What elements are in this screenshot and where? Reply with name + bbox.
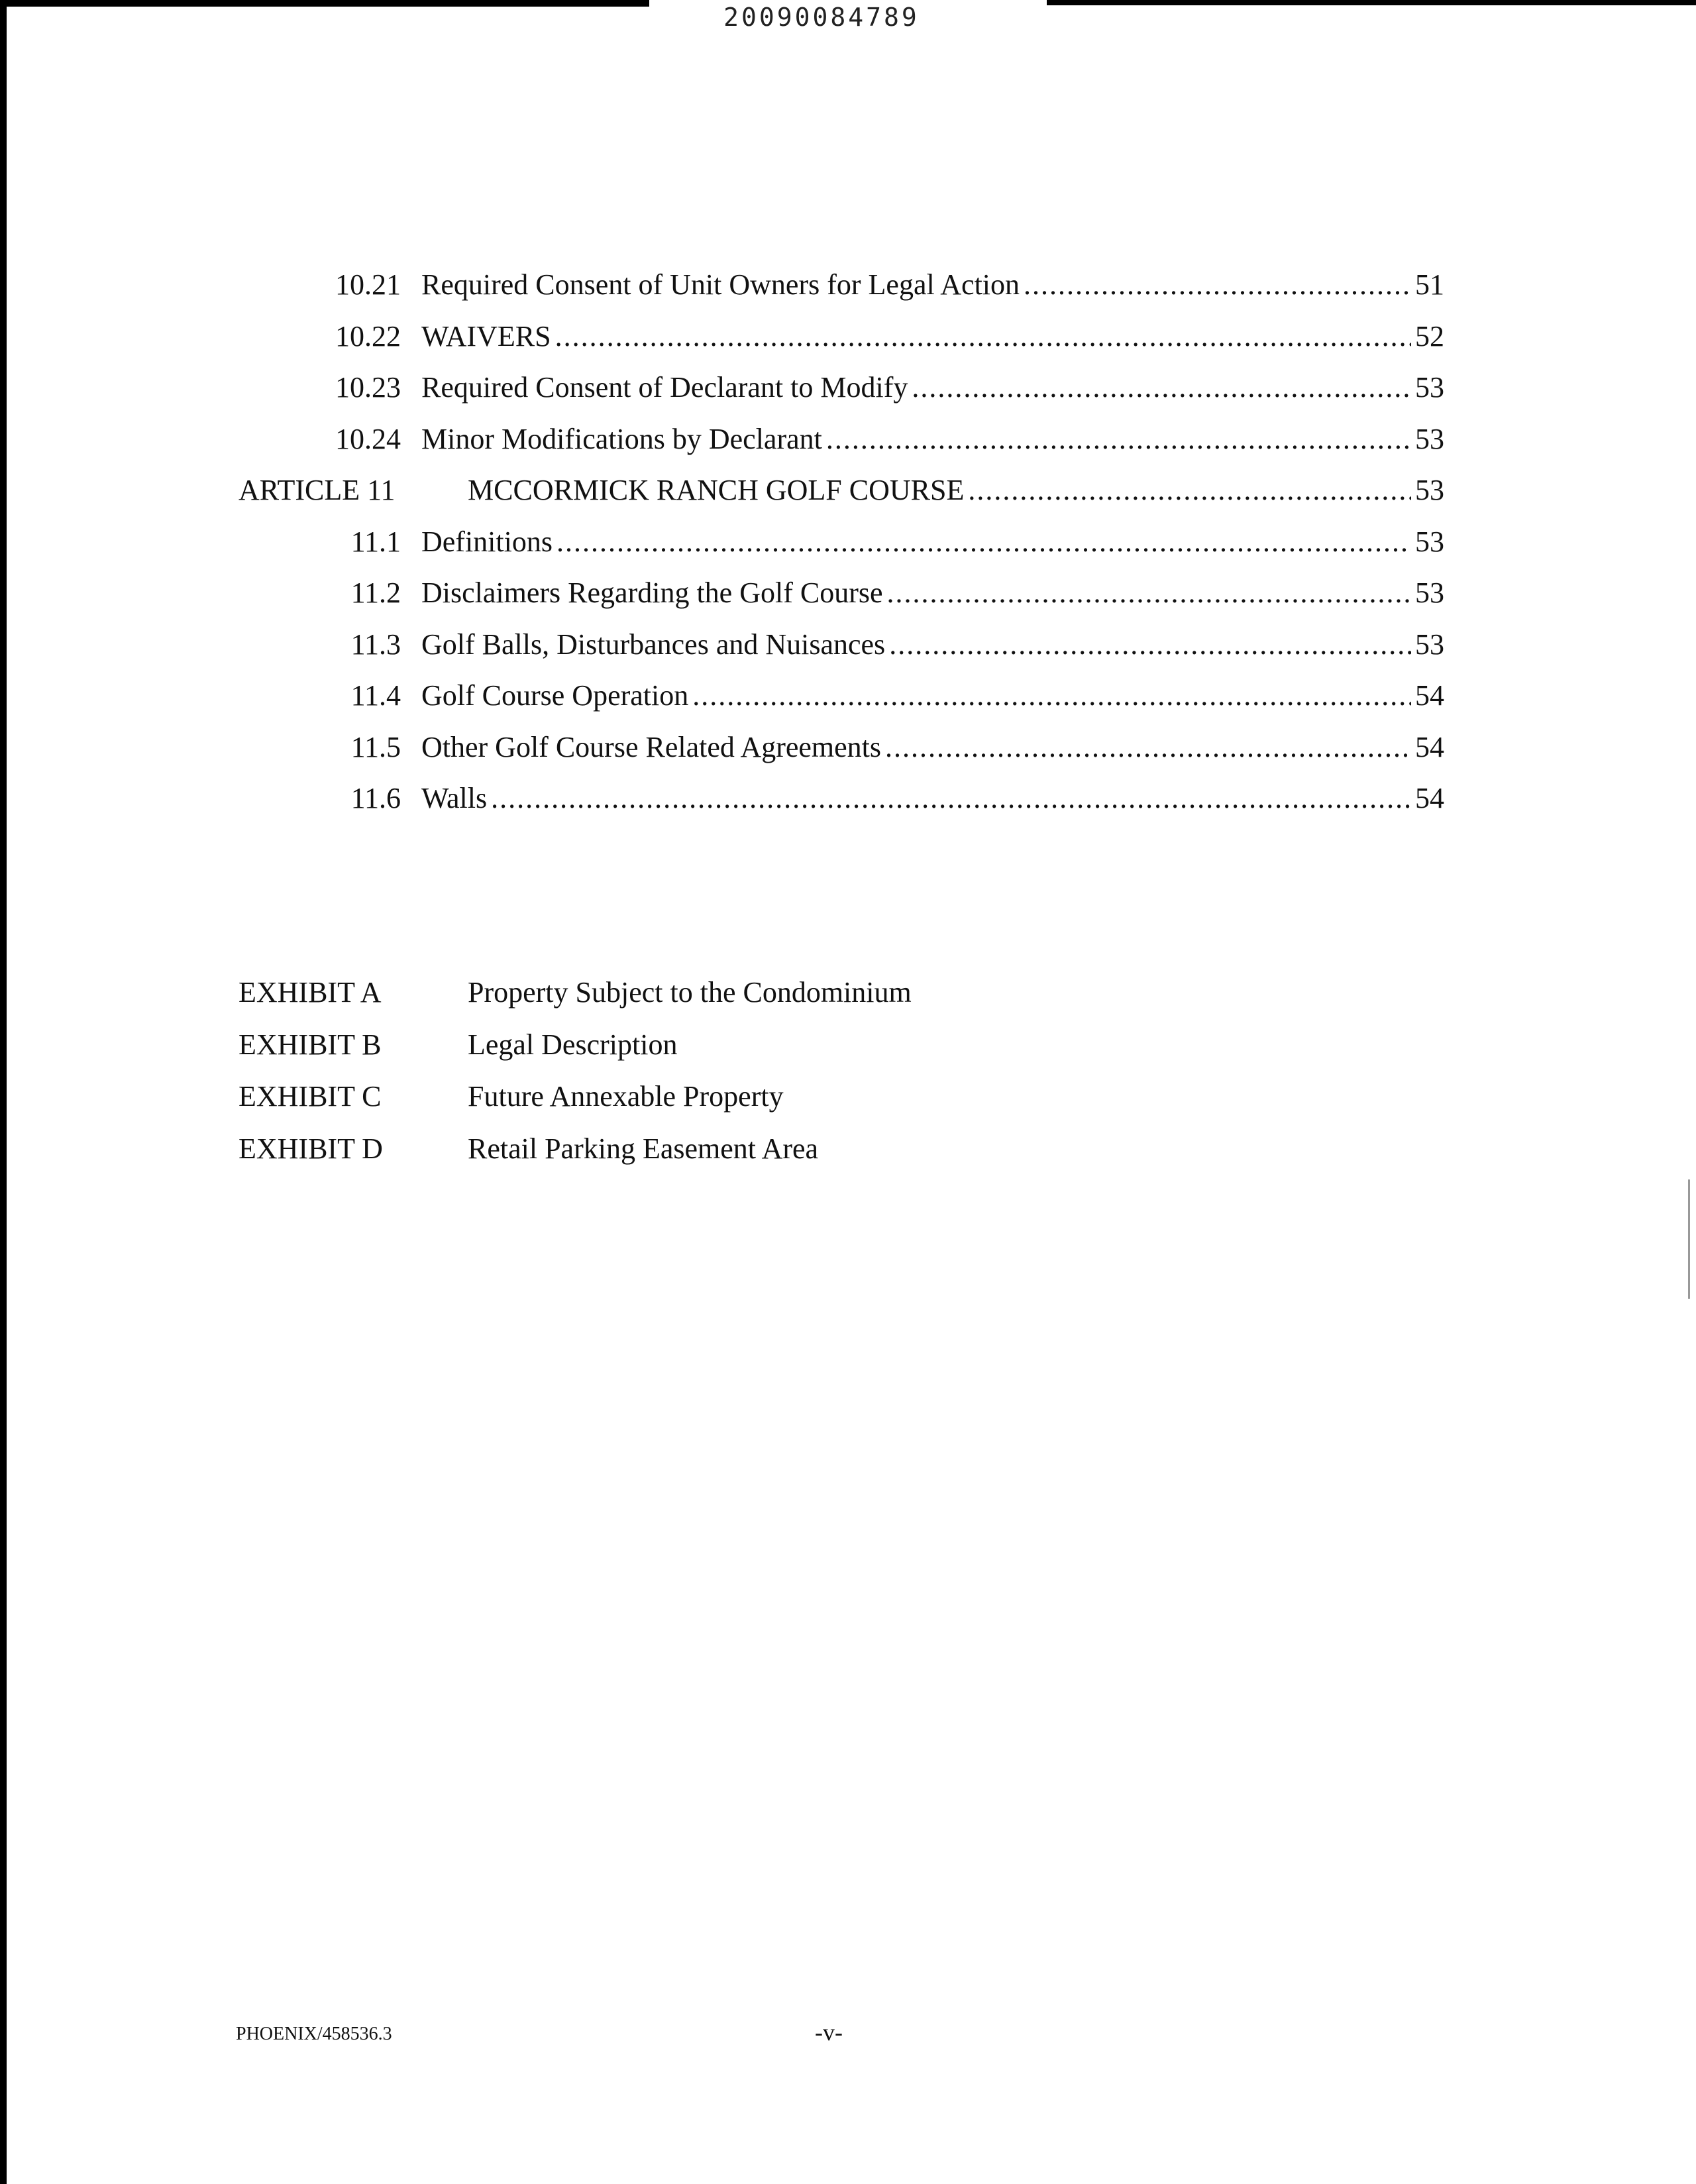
toc-entry-title: Minor Modifications by Declarant xyxy=(421,422,822,455)
toc-entry-number: 11.3 xyxy=(350,628,401,661)
dot-leader xyxy=(885,728,1411,767)
toc-entry-number: ARTICLE 11 xyxy=(238,474,396,506)
table-of-contents xyxy=(238,265,1444,830)
exhibit-label: EXHIBIT D xyxy=(238,1132,383,1165)
toc-entry-page: 54 xyxy=(1415,730,1444,763)
toc-entry-page: 53 xyxy=(1415,525,1444,558)
exhibit-description: Property Subject to the Condominium xyxy=(468,976,912,1009)
dot-leader xyxy=(1024,265,1411,305)
toc-entry-number: 10.21 xyxy=(335,268,401,301)
toc-entry-line xyxy=(421,779,1444,818)
exhibit-label: EXHIBIT A xyxy=(238,976,382,1009)
dot-leader xyxy=(887,573,1411,613)
exhibit-description: Legal Description xyxy=(468,1028,678,1061)
exhibit-label: EXHIBIT C xyxy=(238,1080,382,1113)
toc-entry-page: 53 xyxy=(1415,371,1444,404)
toc-entry-line xyxy=(421,419,1444,459)
toc-entry-line xyxy=(421,625,1444,665)
footer-page-number: -v- xyxy=(815,2019,843,2046)
toc-entry-page: 53 xyxy=(1415,474,1444,506)
dot-leader xyxy=(555,317,1411,356)
toc-entry-title: WAIVERS xyxy=(421,319,551,353)
exhibit-description: Retail Parking Easement Area xyxy=(468,1132,819,1165)
footer-doc-id: PHOENIX/458536.3 xyxy=(236,2024,392,2044)
toc-entry-title: Walls xyxy=(421,782,488,814)
dot-leader xyxy=(491,779,1411,818)
toc-entry-number: 11.4 xyxy=(350,679,401,712)
toc-entry-line xyxy=(468,470,1444,510)
toc-entry-title: MCCORMICK RANCH GOLF COURSE xyxy=(468,474,965,506)
exhibit-entry xyxy=(238,1129,1431,1181)
toc-entry-line xyxy=(421,265,1444,305)
toc-entry xyxy=(238,779,1444,830)
toc-entry-number: 11.6 xyxy=(350,782,401,814)
dot-leader xyxy=(889,625,1411,665)
toc-entry-title: Other Golf Course Related Agreements xyxy=(421,730,882,763)
toc-entry-title: Definitions xyxy=(421,525,553,558)
toc-entry-title: Required Consent of Declarant to Modify xyxy=(421,371,908,404)
dot-leader xyxy=(692,676,1411,716)
toc-entry-line xyxy=(421,728,1444,767)
toc-entry-line xyxy=(421,676,1444,716)
scan-edge-left xyxy=(0,0,7,2184)
toc-entry-title: Golf Course Operation xyxy=(421,679,689,712)
toc-entry xyxy=(238,676,1444,728)
toc-entry xyxy=(238,625,1444,677)
dot-leader xyxy=(968,470,1411,510)
toc-entry xyxy=(238,265,1444,317)
toc-entry-number: 11.2 xyxy=(350,576,401,609)
toc-entry-number: 11.1 xyxy=(350,525,401,558)
toc-entry-number: 10.22 xyxy=(335,319,401,353)
toc-entry xyxy=(238,368,1444,419)
toc-entry xyxy=(238,728,1444,779)
recording-number: 20090084789 xyxy=(723,3,920,32)
toc-entry-line xyxy=(421,522,1444,562)
toc-entry-page: 53 xyxy=(1415,628,1444,661)
toc-entry-page: 54 xyxy=(1415,679,1444,712)
toc-entry-title: Disclaimers Regarding the Golf Course xyxy=(421,576,883,609)
exhibit-list xyxy=(238,973,1431,1181)
toc-entry-line xyxy=(421,573,1444,613)
toc-entry-line xyxy=(421,317,1444,356)
toc-entry xyxy=(238,573,1444,625)
toc-entry xyxy=(238,419,1444,471)
toc-entry xyxy=(238,317,1444,368)
exhibit-entry xyxy=(238,1077,1431,1129)
toc-entry-title: Golf Balls, Disturbances and Nuisances xyxy=(421,628,886,661)
toc-entry-page: 53 xyxy=(1415,576,1444,609)
toc-entry-page: 54 xyxy=(1415,782,1444,814)
exhibit-description: Future Annexable Property xyxy=(468,1080,784,1113)
dot-leader xyxy=(912,368,1411,408)
toc-entry-page: 51 xyxy=(1415,268,1444,301)
dot-leader xyxy=(556,522,1411,562)
toc-entry xyxy=(238,470,1444,522)
toc-entry-number: 11.5 xyxy=(350,730,401,763)
toc-entry xyxy=(238,522,1444,574)
exhibit-entry xyxy=(238,973,1431,1025)
toc-entry-number: 10.24 xyxy=(335,422,401,455)
toc-entry-number: 10.23 xyxy=(335,371,401,404)
toc-entry-title: Required Consent of Unit Owners for Legal Action xyxy=(421,268,1020,301)
exhibit-entry xyxy=(238,1025,1431,1077)
exhibit-label: EXHIBIT B xyxy=(238,1028,382,1061)
dot-leader xyxy=(826,419,1411,459)
scan-mark-right xyxy=(1688,1179,1690,1299)
toc-entry-page: 53 xyxy=(1415,422,1444,455)
toc-entry-line xyxy=(421,368,1444,408)
toc-entry-page: 52 xyxy=(1415,319,1444,353)
